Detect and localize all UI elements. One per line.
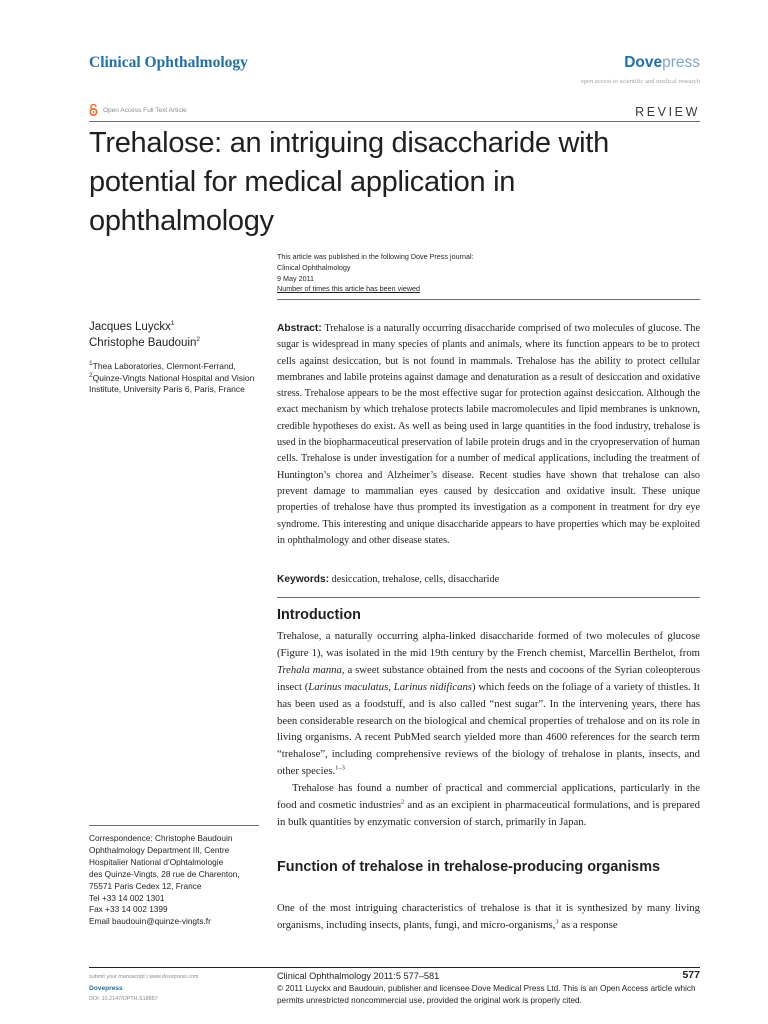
footer-doi: DOI: 10.2147/OPTH.S18857 bbox=[89, 996, 158, 1002]
pub-info-rule bbox=[277, 299, 700, 300]
abstract-text: Trehalose is a naturally occurring disaccharide comprised of two molecules of glucose. The sugar is widespread in many species of plants and animals, where its function appears to be to protect cells against desiccation, but is not found in mammals. Trehalose has the ability to protect cellular membranes and labile proteins against damage and denaturation as a result of desiccation and oxidative stress. Trehalose appears to be the most effective sugar for protection against desiccation. Although the exact mechanism by which trehalose protects labile macromolecules and lipid membranes is unknown, credible hypotheses do exist. As well as being used in large quantities in the food industry, trehalose is used in the biopharmaceutical preservation of labile protein drugs and in the cryopreservation of human cells. Trehalose is under investigation for a number of medical applications, including the treatment of Huntington’s chorea and Alzheimer’s disease. Recent studies have shown that trehalose can also prevent damage to mammalian eyes caused by desiccation and oxidative insult. These unique properties of trehalose have thus prompted its investigation as a component in treatment for dry eye syndrome. This interesting and unique disaccharide appears to have properties which may be exploited in ophthalmology and other disease states. bbox=[277, 323, 700, 546]
keywords-text: desiccation, trehalose, cells, disaccharide bbox=[331, 574, 500, 585]
abstract-label: Abstract: bbox=[277, 323, 322, 334]
article-title: Trehalose: an intriguing disaccharide with potential for medical application in ophthalmology bbox=[89, 127, 609, 237]
publication-info-line: This article was published in the following Dove Press journal: bbox=[277, 252, 474, 261]
correspondence-rule bbox=[89, 825, 259, 826]
abstract-rule bbox=[277, 597, 700, 598]
author-2: Christophe Baudouin$^2$ bbox=[89, 335, 201, 349]
publisher-logo[interactable] bbox=[624, 54, 700, 72]
introduction-heading: Introduction bbox=[277, 607, 361, 623]
footer-publisher-logo[interactable]: Dovepress bbox=[89, 985, 123, 992]
publisher-logo-bold: Dove bbox=[624, 54, 663, 71]
citation-ref[interactable]: 3 bbox=[555, 918, 559, 926]
publication-info bbox=[277, 252, 700, 295]
publisher-logo-light: press bbox=[662, 54, 700, 71]
footer-left bbox=[89, 972, 269, 1005]
journal-title[interactable]: Clinical Ophthalmology bbox=[89, 54, 248, 71]
view-count-link[interactable]: Number of times this article has been viewed bbox=[277, 284, 421, 294]
publisher-tagline: open access to scientific and medical research bbox=[580, 78, 700, 85]
keywords bbox=[277, 572, 700, 588]
open-access-label: Open Access Full Text Article bbox=[103, 106, 187, 114]
page-number: 577 bbox=[682, 969, 700, 981]
footer-rule bbox=[89, 967, 700, 968]
submit-manuscript-link[interactable]: submit your manuscript | www.dovepress.com bbox=[89, 974, 199, 980]
correspondence-block: Correspondence: Christophe Baudouin Ophthalmology Department III, Centre Hospitalier National d’Ophtalmologie des Quinze-Vingts, 28 rue de Charenton, 75571 Paris Cedex 12, France Tel +33 14 002 1301 Fax +33 14 002 1399 Email baudouin@quinze-vingts.fr bbox=[89, 833, 269, 928]
open-access-icon bbox=[89, 104, 98, 116]
affiliation-1: $^1$Thea Laboratories, Clermont-Ferrand, bbox=[89, 360, 236, 371]
title-rule bbox=[89, 121, 700, 122]
author-list bbox=[89, 320, 200, 351]
function-section-heading: Function of trehalose in trehalose-producing organisms bbox=[277, 859, 660, 875]
citation-ref[interactable]: 2 bbox=[400, 798, 405, 806]
abstract bbox=[277, 321, 700, 549]
author-1: Jacques Luyckx$^1$ bbox=[89, 320, 175, 333]
keywords-label: Keywords: bbox=[277, 574, 330, 585]
footer-citation: Clinical Ophthalmology 2011:5 577–581 bbox=[277, 971, 440, 981]
footer-copyright: © 2011 Luyckx and Baudouin, publisher and licensee Dove Medical Press Ltd. This is an Open Access article which permits unrestricted noncommercial use, provided the original work is properly cited. bbox=[277, 984, 696, 1005]
introduction-paragraph-2: Trehalose has found a number of practical and commercial applications, particularly in the food and cosmetic industries$^2$ and as an excipient in pharmaceutical formulations, and is prepared in bulk quantities by enzymatic conversion of starch, primarily in Japan. bbox=[277, 782, 700, 828]
publication-journal: Clinical Ophthalmology bbox=[277, 262, 351, 272]
open-access-badge bbox=[89, 104, 187, 116]
introduction-body bbox=[277, 628, 700, 831]
introduction-paragraph-1: Trehalose, a naturally occurring alpha-linked disaccharide formed of two molecules of glucose (Figure 1), was isolated in the mid 19th century by the French chemist, Marcellin Berthelot, from Trehala manna, a sweet substance obtained from the nests and cocoons of the Syrian coleopterous insect (Larinus maculatus, Larinus nidificans) which feeds on the foliage of a variety of thistles. It has been used as a foodstuff, and is also called “nest sugar”. In the intervening years, there has been considerable research on the biological and chemical properties of trehalose and on its role in living organisms. A recent PubMed search yielded more than 4600 references for the search term “trehalose”, including comprehensive reviews of the biology of trehalose in plants, insects, and other species.$^{1-3}$ bbox=[277, 630, 701, 778]
affiliations bbox=[89, 361, 269, 396]
citation-ref[interactable]: 1–3 bbox=[335, 764, 345, 772]
correspondence-email[interactable]: Email baudouin@quinze-vingts.fr bbox=[89, 916, 211, 927]
article-type: REVIEW bbox=[635, 105, 700, 119]
function-section-body: One of the most intriguing characteristics of trehalose is that it is synthesized by many living organisms, including insects, plants, fungi, and micro-organisms,$^3$ as a response bbox=[277, 902, 700, 931]
affiliation-2: $^2$Quinze-Vingts National Hospital and Vision Institute, University Paris 6, Paris, France bbox=[89, 371, 255, 395]
publication-date: 9 May 2011 bbox=[277, 273, 315, 283]
